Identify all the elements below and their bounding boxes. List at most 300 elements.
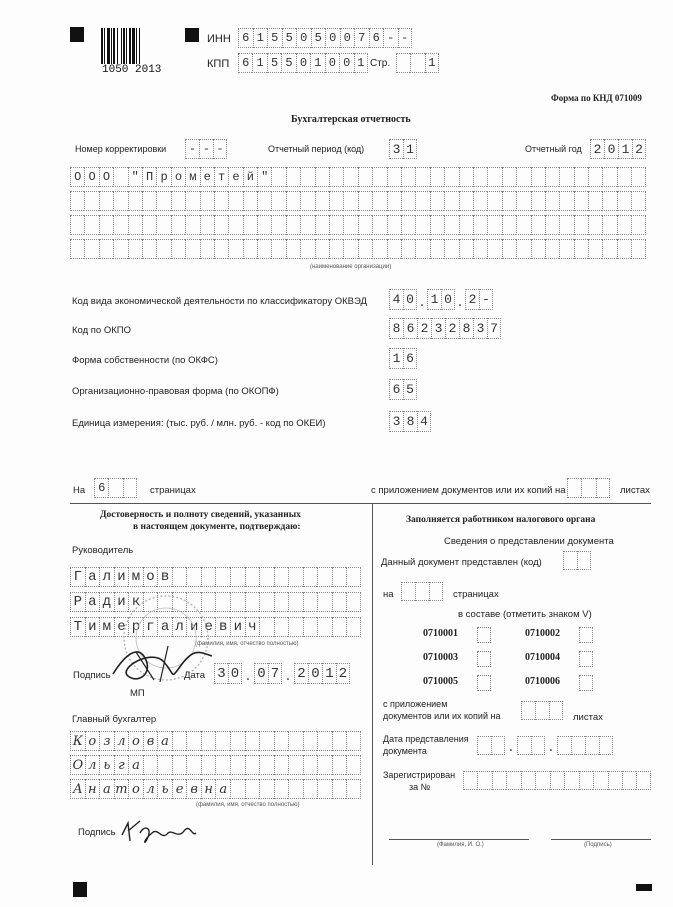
char-cell[interactable] [588,191,602,211]
char-cell[interactable] [358,215,372,235]
char-cell[interactable]: 0 [325,28,340,48]
char-cell[interactable] [396,53,410,73]
char-cell[interactable] [401,191,415,211]
char-cell[interactable]: м [128,567,143,587]
char-cell[interactable]: 1 [310,53,324,73]
char-cell[interactable] [230,592,245,612]
checkbox-0710004[interactable] [579,651,593,667]
char-cell[interactable] [214,215,228,235]
char-cell[interactable]: 1 [403,139,417,159]
char-cell[interactable] [343,239,357,259]
char-cell[interactable] [230,755,245,775]
char-cell[interactable] [444,167,458,187]
char-cell[interactable] [444,215,458,235]
char-cell[interactable] [531,736,545,755]
char-cell[interactable] [70,215,84,235]
char-cell[interactable] [343,167,357,187]
kpp-field[interactable] [238,53,368,73]
char-cell[interactable]: 2 [445,318,459,339]
char-cell[interactable]: - [185,139,199,159]
attachments-count-field[interactable] [567,478,610,498]
correction-number-field[interactable] [185,139,227,159]
char-cell[interactable] [128,191,142,211]
char-cell[interactable] [622,771,636,790]
char-cell[interactable] [502,191,516,211]
char-cell[interactable]: г [114,755,129,775]
char-cell[interactable] [574,239,588,259]
char-cell[interactable] [332,617,347,637]
char-cell[interactable] [502,239,516,259]
char-cell[interactable]: о [128,731,143,751]
char-cell[interactable]: и [186,617,201,637]
char-cell[interactable] [317,755,332,775]
char-cell[interactable]: е [228,167,242,187]
char-cell[interactable] [596,478,610,498]
char-cell[interactable] [286,167,300,187]
checkbox-0710002[interactable] [579,627,593,643]
char-cell[interactable]: е [201,617,216,637]
char-cell[interactable] [473,167,487,187]
char-cell[interactable] [171,215,185,235]
char-cell[interactable] [128,215,142,235]
char-cell[interactable]: 7 [487,318,501,339]
char-cell[interactable] [588,239,602,259]
char-cell[interactable]: и [85,617,100,637]
char-cell[interactable]: 5 [281,53,295,73]
char-cell[interactable]: 6 [403,318,417,339]
presented-code-field[interactable] [563,551,591,570]
char-cell[interactable] [550,771,564,790]
okei-field[interactable] [389,411,431,432]
char-cell[interactable] [303,567,318,587]
char-cell[interactable] [564,771,578,790]
char-cell[interactable] [257,239,271,259]
char-cell[interactable] [415,239,429,259]
char-cell[interactable]: ь [157,779,172,799]
char-cell[interactable] [300,167,314,187]
char-cell[interactable] [70,239,84,259]
char-cell[interactable] [113,239,127,259]
char-cell[interactable] [415,215,429,235]
char-cell[interactable]: 0 [254,663,268,684]
char-cell[interactable] [549,701,563,720]
char-cell[interactable] [477,736,491,755]
char-cell[interactable] [171,191,185,211]
char-cell[interactable]: 0 [325,53,339,73]
char-cell[interactable]: а [157,731,172,751]
char-cell[interactable]: л [114,731,129,751]
reporting-period-field[interactable] [389,139,417,159]
char-cell[interactable] [608,771,622,790]
char-cell[interactable] [113,191,127,211]
char-cell[interactable]: а [215,779,230,799]
char-cell[interactable] [156,215,170,235]
char-cell[interactable] [156,239,170,259]
char-cell[interactable] [429,582,443,601]
char-cell[interactable] [593,771,607,790]
char-cell[interactable] [317,592,332,612]
char-cell[interactable]: 0 [228,663,242,684]
char-cell[interactable]: 5 [282,28,297,48]
char-cell[interactable]: о [143,567,158,587]
char-cell[interactable] [228,191,242,211]
char-cell[interactable] [215,592,230,612]
char-cell[interactable]: н [85,779,100,799]
char-cell[interactable] [559,215,573,235]
char-cell[interactable]: ь [99,755,114,775]
char-cell[interactable] [142,215,156,235]
char-cell[interactable]: е [172,779,187,799]
pages-count-field[interactable] [94,478,137,498]
char-cell[interactable] [317,731,332,751]
okopf-field[interactable] [389,379,417,400]
char-cell[interactable]: о [171,167,185,187]
char-cell[interactable]: ч [245,617,260,637]
char-cell[interactable]: е [200,167,214,187]
char-cell[interactable] [567,478,581,498]
char-cell[interactable]: о [128,779,143,799]
char-cell[interactable] [329,191,343,211]
char-cell[interactable] [303,779,318,799]
char-cell[interactable] [113,167,127,187]
char-cell[interactable] [346,592,361,612]
char-cell[interactable] [559,239,573,259]
char-cell[interactable] [477,771,491,790]
char-cell[interactable]: " [257,167,271,187]
char-cell[interactable]: 8 [403,411,417,432]
okved-field[interactable] [389,289,505,310]
char-cell[interactable] [463,771,477,790]
char-cell[interactable] [372,167,386,187]
char-cell[interactable] [245,731,260,751]
char-cell[interactable] [142,239,156,259]
char-cell[interactable] [415,167,429,187]
char-cell[interactable]: 4 [389,289,403,310]
char-cell[interactable] [531,215,545,235]
char-cell[interactable]: Т [70,617,85,637]
char-cell[interactable] [274,779,289,799]
char-cell[interactable] [430,191,444,211]
char-cell[interactable] [245,755,260,775]
char-cell[interactable] [271,167,285,187]
char-cell[interactable] [563,551,577,570]
char-cell[interactable]: з [99,731,114,751]
char-cell[interactable]: 3 [214,663,228,684]
char-cell[interactable] [535,701,549,720]
char-cell[interactable] [631,191,645,211]
char-cell[interactable] [577,551,591,570]
char-cell[interactable] [517,736,531,755]
char-cell[interactable]: т [214,167,228,187]
char-cell[interactable]: и [230,617,245,637]
char-cell[interactable] [444,239,458,259]
char-cell[interactable] [588,215,602,235]
char-cell[interactable] [491,736,505,755]
char-cell[interactable]: 4 [417,411,431,432]
char-cell[interactable]: м [185,167,199,187]
char-cell[interactable]: 0 [296,53,310,73]
char-cell[interactable] [459,167,473,187]
accountant-surname-field[interactable] [70,731,361,751]
char-cell[interactable] [502,215,516,235]
char-cell[interactable] [215,755,230,775]
char-cell[interactable] [243,191,257,211]
char-cell[interactable]: О [70,755,85,775]
char-cell[interactable]: 2 [465,289,479,310]
char-cell[interactable] [113,215,127,235]
submission-date-field[interactable] [477,736,622,755]
char-cell[interactable] [531,167,545,187]
char-cell[interactable] [230,731,245,751]
char-cell[interactable] [128,239,142,259]
char-cell[interactable] [245,592,260,612]
char-cell[interactable] [358,191,372,211]
char-cell[interactable] [200,191,214,211]
char-cell[interactable]: 8 [389,318,403,339]
char-cell[interactable]: 1 [354,53,368,73]
registration-number-field[interactable] [463,771,651,790]
char-cell[interactable] [602,191,616,211]
char-cell[interactable] [459,215,473,235]
char-cell[interactable] [172,755,187,775]
char-cell[interactable] [215,731,230,751]
char-cell[interactable] [185,239,199,259]
char-cell[interactable] [545,215,559,235]
char-cell[interactable] [557,736,571,755]
char-cell[interactable] [617,215,631,235]
char-cell[interactable] [245,567,260,587]
char-cell[interactable] [317,567,332,587]
okpo-field[interactable] [389,318,501,339]
char-cell[interactable]: 5 [267,28,282,48]
char-cell[interactable] [288,592,303,612]
char-cell[interactable] [602,239,616,259]
char-cell[interactable]: 0 [340,28,355,48]
char-cell[interactable] [599,736,613,755]
char-cell[interactable] [387,167,401,187]
char-cell[interactable]: 7 [354,28,369,48]
char-cell[interactable] [84,239,98,259]
char-cell[interactable] [300,239,314,259]
char-cell[interactable] [415,191,429,211]
char-cell[interactable]: 2 [336,663,350,684]
char-cell[interactable] [430,167,444,187]
char-cell[interactable] [84,191,98,211]
char-cell[interactable] [288,779,303,799]
char-cell[interactable] [243,215,257,235]
char-cell[interactable] [444,191,458,211]
char-cell[interactable]: а [157,617,172,637]
char-cell[interactable]: р [128,617,143,637]
char-cell[interactable]: 1 [618,139,632,159]
char-cell[interactable] [617,191,631,211]
char-cell[interactable] [186,755,201,775]
char-cell[interactable] [329,239,343,259]
char-cell[interactable]: 2 [632,139,646,159]
char-cell[interactable] [579,771,593,790]
char-cell[interactable]: 0 [403,289,417,310]
char-cell[interactable] [516,191,530,211]
char-cell[interactable] [143,755,158,775]
char-cell[interactable] [286,215,300,235]
char-cell[interactable] [617,167,631,187]
char-cell[interactable] [387,239,401,259]
char-cell[interactable] [585,736,599,755]
char-cell[interactable] [492,771,506,790]
char-cell[interactable] [545,167,559,187]
char-cell[interactable] [288,567,303,587]
char-cell[interactable]: - [213,139,227,159]
char-cell[interactable]: П [142,167,156,187]
head-name-field[interactable] [70,592,361,612]
organization-name-row-3[interactable] [70,215,646,235]
char-cell[interactable]: м [99,617,114,637]
char-cell[interactable] [602,215,616,235]
char-cell[interactable] [473,215,487,235]
char-cell[interactable] [300,191,314,211]
right-attachments-count-field[interactable] [521,701,563,720]
char-cell[interactable] [172,567,187,587]
char-cell[interactable]: 0 [604,139,618,159]
char-cell[interactable] [99,239,113,259]
char-cell[interactable] [332,731,347,751]
char-cell[interactable]: 0 [339,53,353,73]
char-cell[interactable] [401,167,415,187]
char-cell[interactable]: 5 [311,28,326,48]
char-cell[interactable]: в [186,779,201,799]
char-cell[interactable] [410,53,424,73]
char-cell[interactable] [487,191,501,211]
char-cell[interactable] [329,215,343,235]
char-cell[interactable] [516,167,530,187]
char-cell[interactable]: т [114,779,129,799]
char-cell[interactable]: 1 [253,28,268,48]
char-cell[interactable] [343,215,357,235]
char-cell[interactable] [300,215,314,235]
char-cell[interactable]: 7 [268,663,282,684]
char-cell[interactable]: р [156,167,170,187]
char-cell[interactable] [545,239,559,259]
char-cell[interactable] [631,239,645,259]
char-cell[interactable]: в [157,567,172,587]
char-cell[interactable] [84,215,98,235]
char-cell[interactable] [317,617,332,637]
char-cell[interactable] [473,191,487,211]
char-cell[interactable]: 6 [94,478,108,498]
char-cell[interactable] [473,239,487,259]
char-cell[interactable] [142,191,156,211]
char-cell[interactable]: О [99,167,113,187]
char-cell[interactable] [574,215,588,235]
head-surname-field[interactable] [70,567,361,587]
char-cell[interactable] [70,191,84,211]
char-cell[interactable]: и [114,567,129,587]
char-cell[interactable]: 8 [459,318,473,339]
char-cell[interactable]: 3 [431,318,445,339]
char-cell[interactable] [185,215,199,235]
char-cell[interactable] [387,191,401,211]
char-cell[interactable]: 5 [403,379,417,400]
char-cell[interactable] [531,239,545,259]
char-cell[interactable] [172,731,187,751]
char-cell[interactable]: 2 [590,139,604,159]
char-cell[interactable] [271,239,285,259]
char-cell[interactable] [559,167,573,187]
char-cell[interactable]: 6 [238,53,252,73]
char-cell[interactable] [315,239,329,259]
char-cell[interactable] [502,167,516,187]
char-cell[interactable] [401,215,415,235]
char-cell[interactable] [171,239,185,259]
char-cell[interactable]: г [143,617,158,637]
char-cell[interactable] [185,191,199,211]
char-cell[interactable]: 1 [389,348,403,369]
char-cell[interactable] [317,779,332,799]
char-cell[interactable] [186,731,201,751]
char-cell[interactable] [243,239,257,259]
char-cell[interactable] [186,567,201,587]
char-cell[interactable]: - [199,139,213,159]
char-cell[interactable] [303,592,318,612]
char-cell[interactable]: 6 [369,28,384,48]
char-cell[interactable] [99,215,113,235]
char-cell[interactable]: в [215,617,230,637]
organization-name-row-1[interactable] [70,167,646,187]
reporting-year-field[interactable] [590,139,646,159]
char-cell[interactable] [230,567,245,587]
char-cell[interactable] [108,478,122,498]
char-cell[interactable]: - [479,289,493,310]
char-cell[interactable]: 0 [441,289,455,310]
char-cell[interactable] [201,755,216,775]
checkbox-0710001[interactable] [477,627,491,643]
char-cell[interactable] [631,167,645,187]
char-cell[interactable]: л [143,779,158,799]
char-cell[interactable]: 3 [473,318,487,339]
char-cell[interactable] [631,215,645,235]
char-cell[interactable]: О [84,167,98,187]
char-cell[interactable] [274,567,289,587]
char-cell[interactable]: 2 [294,663,308,684]
char-cell[interactable] [259,592,274,612]
char-cell[interactable] [201,567,216,587]
char-cell[interactable] [545,191,559,211]
char-cell[interactable] [430,239,444,259]
char-cell[interactable]: е [114,617,129,637]
char-cell[interactable]: 6 [238,28,253,48]
char-cell[interactable] [201,731,216,751]
char-cell[interactable] [581,478,595,498]
char-cell[interactable] [274,592,289,612]
char-cell[interactable]: а [85,567,100,587]
char-cell[interactable] [346,731,361,751]
char-cell[interactable]: и [114,592,129,612]
char-cell[interactable] [303,755,318,775]
char-cell[interactable] [259,567,274,587]
char-cell[interactable]: й [243,167,257,187]
char-cell[interactable]: О [70,167,84,187]
char-cell[interactable] [274,617,289,637]
char-cell[interactable]: л [172,617,187,637]
char-cell[interactable] [588,167,602,187]
checkbox-0710003[interactable] [477,651,491,667]
char-cell[interactable]: 1 [427,289,441,310]
char-cell[interactable] [257,215,271,235]
checkbox-0710006[interactable] [579,675,593,691]
char-cell[interactable]: 6 [389,379,403,400]
char-cell[interactable] [286,191,300,211]
char-cell[interactable] [372,239,386,259]
